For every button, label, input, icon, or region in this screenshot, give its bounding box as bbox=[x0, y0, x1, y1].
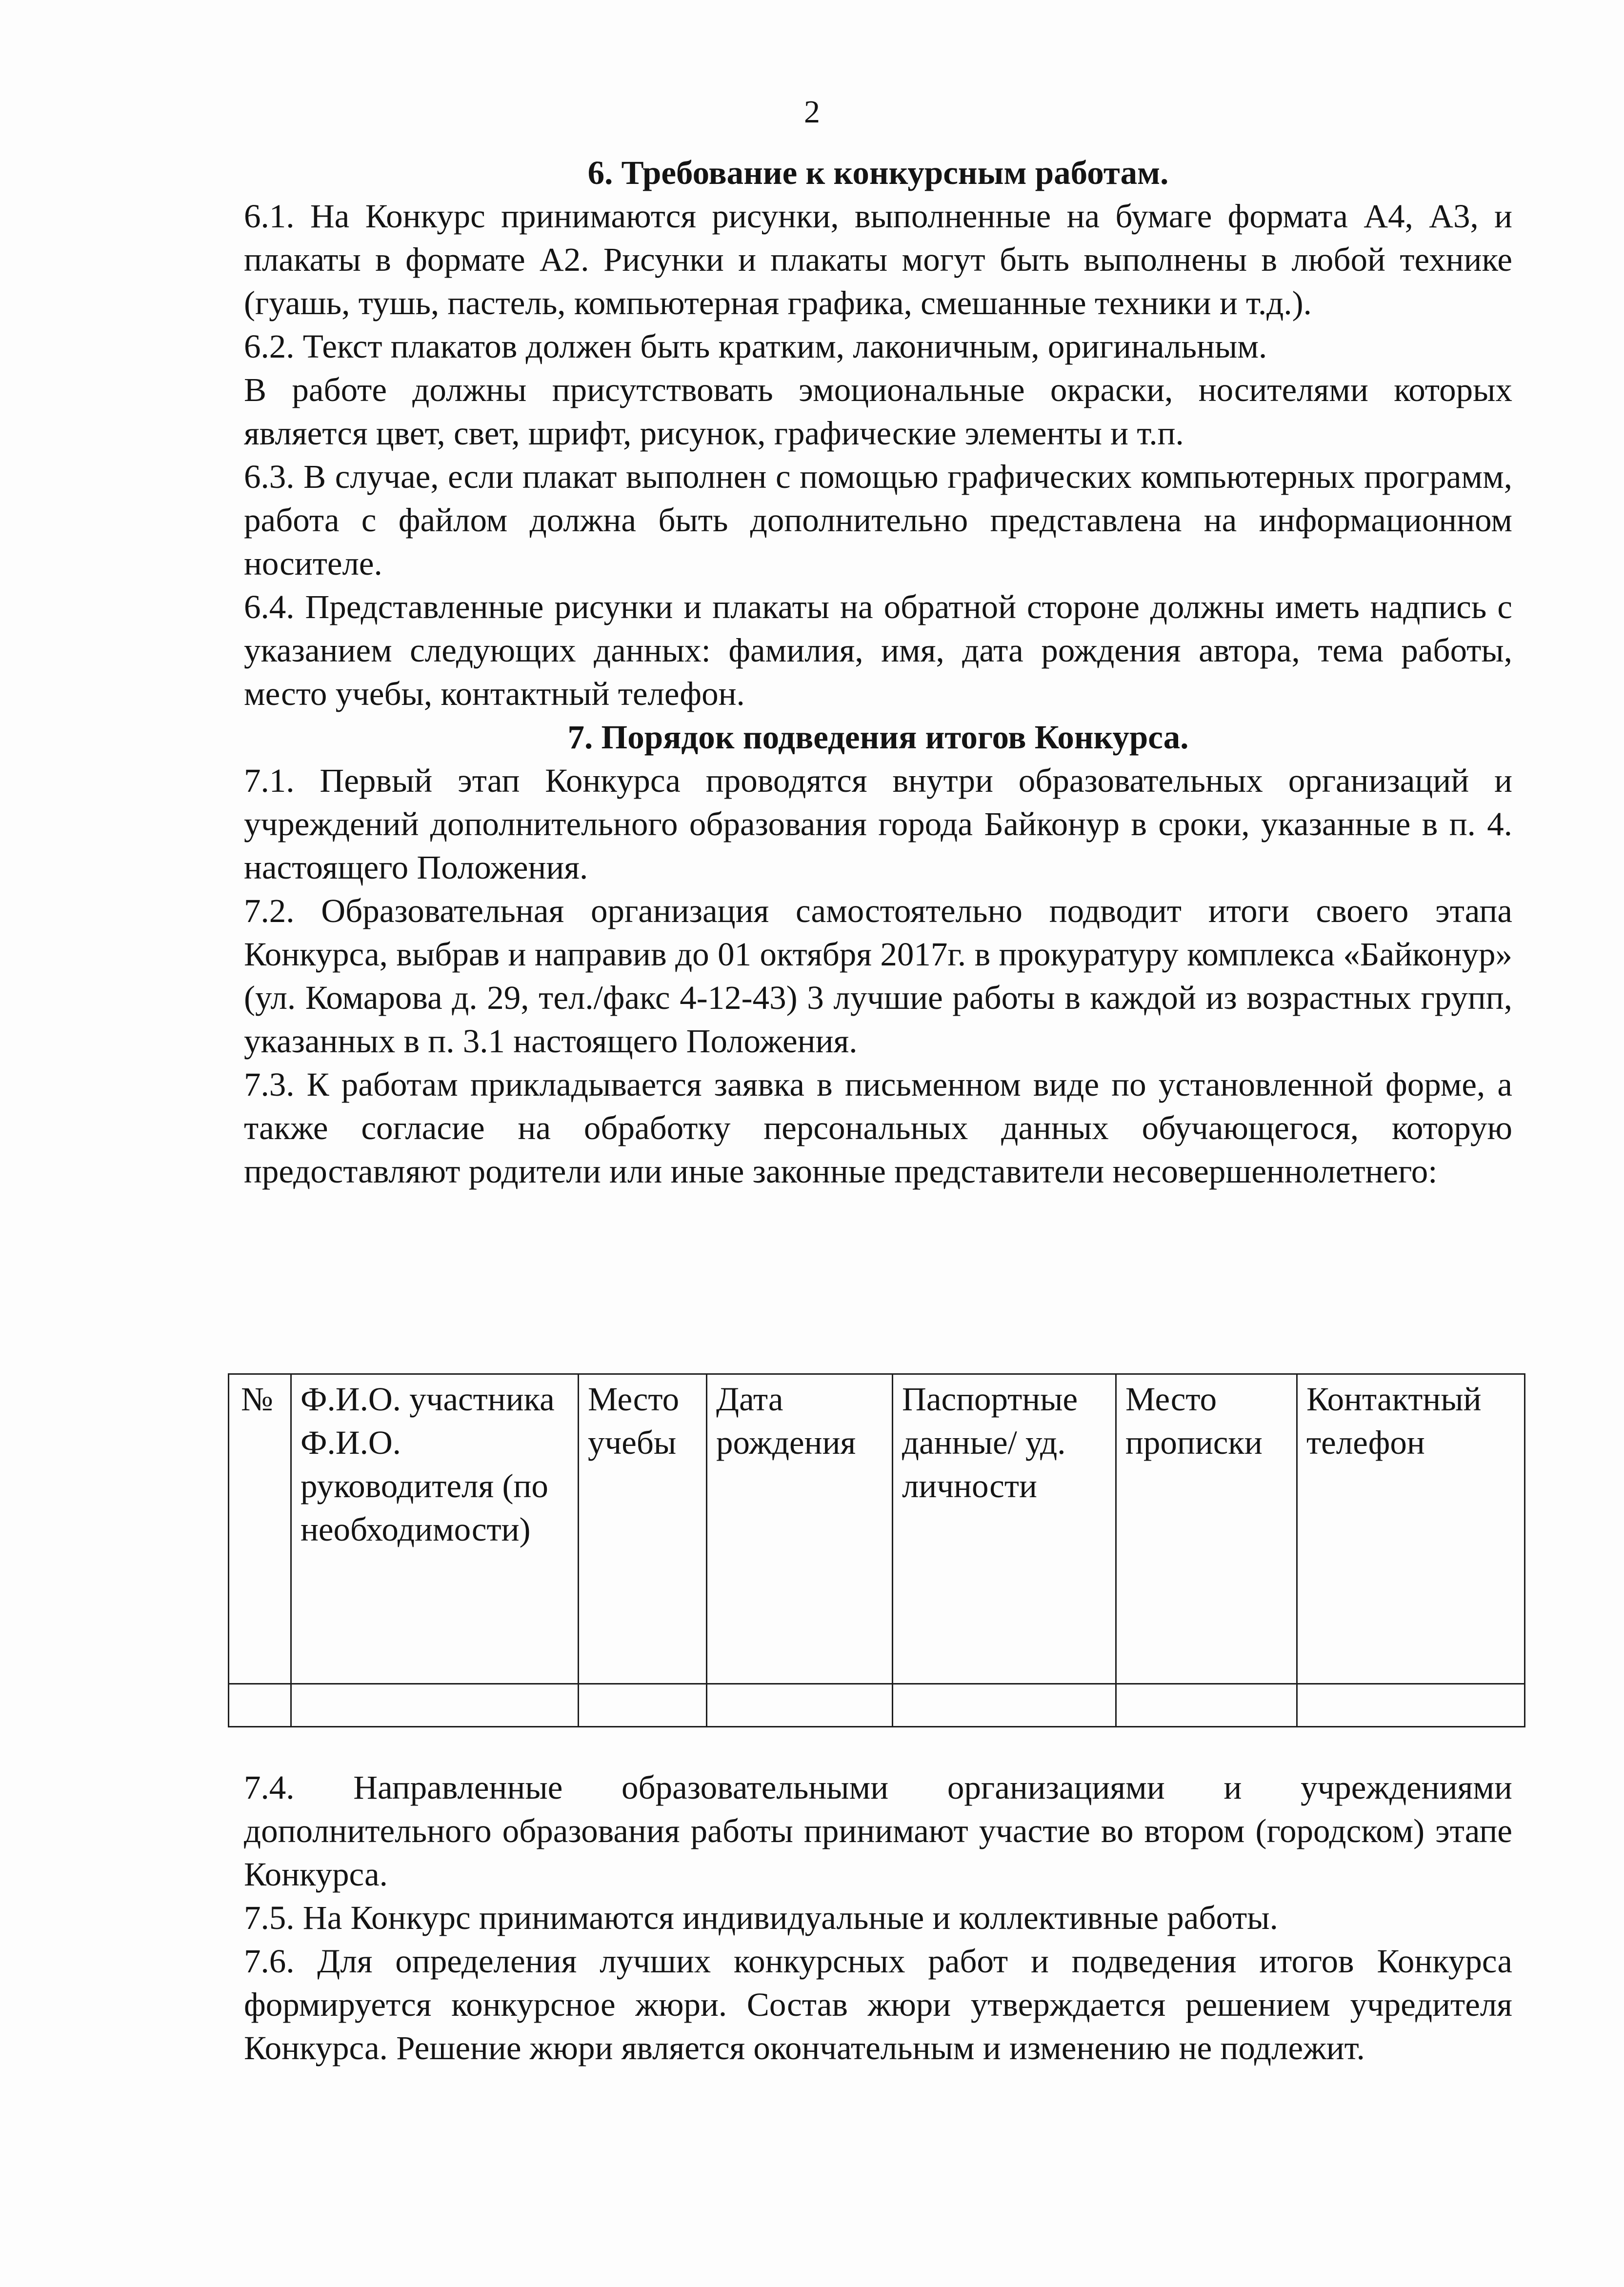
table-cell bbox=[1297, 1684, 1525, 1727]
paragraph-6-1: 6.1. На Конкурс принимаются рисунки, выполненные на бумаге формата А4, А3, и плакаты в формате А2. Рисунки и плакаты могут быть выполнены в любой технике (гуашь, тушь, пастель, компьютерная графика, смешанные техники и т.д.). bbox=[244, 198, 1512, 321]
table-cell bbox=[1116, 1684, 1297, 1727]
paragraph-7-3: 7.3. К работам прикладывается заявка в письменном виде по установленной форме, а также согласие на обработку персональных данных обучающегося, которую предоставляют родители или иные законные представители несовершеннолетнего: bbox=[244, 1066, 1512, 1190]
table-cell bbox=[579, 1684, 707, 1727]
application-form-table bbox=[228, 1373, 1525, 1727]
table-header-number: № bbox=[229, 1374, 291, 1684]
page-number: 2 bbox=[804, 94, 820, 130]
paragraph-6-3: 6.3. В случае, если плакат выполнен с помощью графических компьютерных программ, работа с файлом должна быть дополнительно представлена на информационном носителе. bbox=[244, 458, 1512, 582]
paragraph-7-2: 7.2. Образовательная организация самостоятельно подводит итоги своего этапа Конкурса, выбрав и направив до 01 октября 2017г. в прокуратуру комплекса «Байконур» (ул. Комарова д. 29, тел./факс 4-12-43) 3 лучшие работы в каждой из возрастных групп, указанных в п. 3.1 настоящего Положения. bbox=[244, 892, 1512, 1060]
table-cell bbox=[893, 1684, 1116, 1727]
paragraph-6-2: 6.2. Текст плакатов должен быть кратким, лаконичным, оригинальным. bbox=[244, 328, 1267, 365]
paragraph-6-4: 6.4. Представленные рисунки и плакаты на обратной стороне должны иметь надпись с указанием следующих данных: фамилия, имя, дата рождения автора, тема работы, место учебы, контактный телефон. bbox=[244, 588, 1512, 712]
table-row bbox=[229, 1684, 1525, 1727]
section-7-heading: 7. Порядок подведения итогов Конкурса. bbox=[567, 719, 1189, 756]
section-6-heading: 6. Требование к конкурсным работам. bbox=[587, 154, 1169, 191]
paragraph-6-2-continued: В работе должны присутствовать эмоциональные окраски, носителями которых является цвет, свет, шрифт, рисунок, графические элементы и т.п. bbox=[244, 371, 1512, 452]
table-header-birth-date: Дата рождения bbox=[707, 1374, 893, 1684]
paragraph-7-4: 7.4. Направленные образовательными организациями и учреждениями дополнительного образования работы принимают участие во втором (городском) этапе Конкурса. bbox=[244, 1769, 1512, 1893]
table-cell bbox=[291, 1684, 579, 1727]
table-header-place-of-study: Место учебы bbox=[579, 1374, 707, 1684]
table-header-phone: Контактный телефон bbox=[1297, 1374, 1525, 1684]
paragraph-7-1: 7.1. Первый этап Конкурса проводятся внутри образовательных организаций и учреждений дополнительного образования города Байконур в сроки, указанные в п. 4. настоящего Положения. bbox=[244, 762, 1512, 886]
table-header-row bbox=[229, 1374, 1525, 1684]
text-block-bottom bbox=[244, 1766, 1512, 2070]
paragraph-7-5: 7.5. На Конкурс принимаются индивидуальные и коллективные работы. bbox=[244, 1899, 1278, 1936]
paragraph-7-6: 7.6. Для определения лучших конкурсных работ и подведения итогов Конкурса формируется конкурсное жюри. Состав жюри утверждается решением учредителя Конкурса. Решение жюри является окончательным и изменению не подлежит. bbox=[244, 1943, 1512, 2066]
text-block-top bbox=[244, 151, 1512, 1193]
table-header-passport: Паспортные данные/ уд. личности bbox=[893, 1374, 1116, 1684]
table-header-names: Ф.И.О. участника Ф.И.О. руководителя (по необходимости) bbox=[291, 1374, 579, 1684]
table-cell bbox=[229, 1684, 291, 1727]
table-cell bbox=[707, 1684, 893, 1727]
table-header-registration: Место прописки bbox=[1116, 1374, 1297, 1684]
